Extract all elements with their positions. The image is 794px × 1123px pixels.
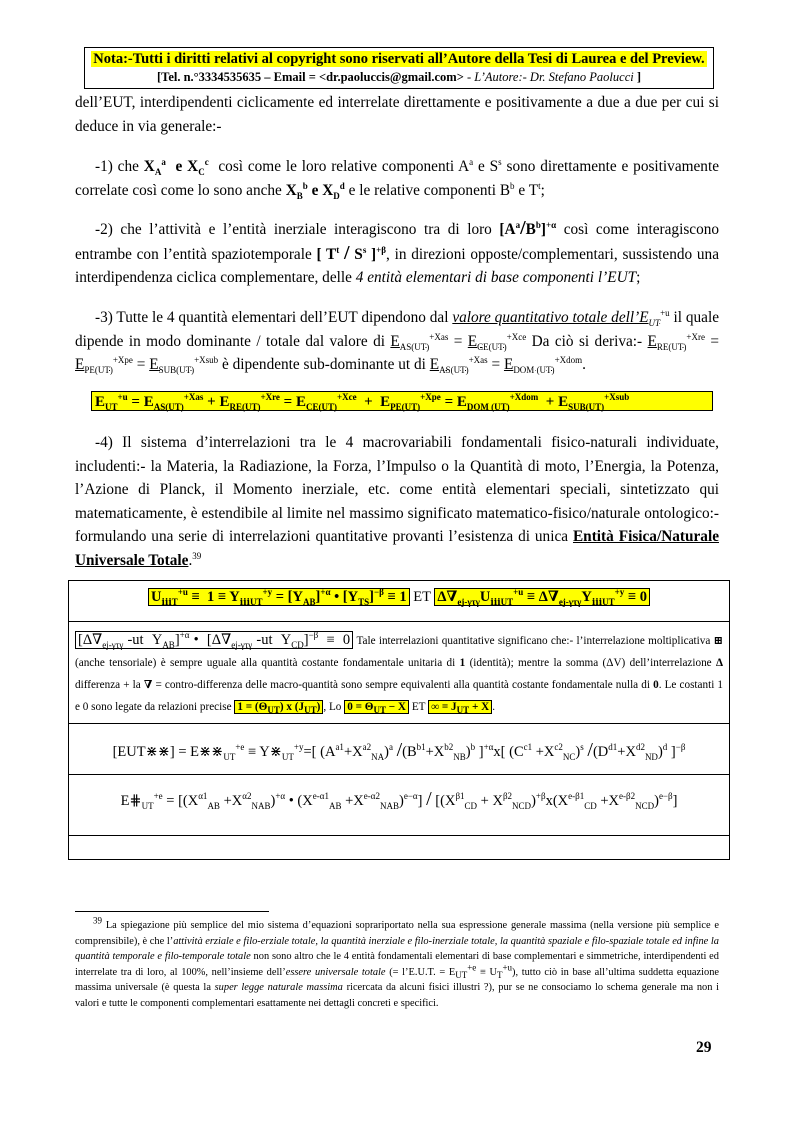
equation-table xyxy=(68,580,730,860)
item-4: -4) Il sistema d’interrelazioni tra le 4 macrovariabili fondamentali fisico-naturali individuate, includenti:- la Materia, la Radiazione, la Forza, l’Impulso o la Quantità di moto, l’Energia, la Potenza, l’Azione di Planck, il Momento inerziale, etc. come entità elementari speciali, sintetizzato qui matematicamente, è estendibile al limite nel massimo significato matematico-fisico/naturale ontologico:- formulando una serie di interrelazioni quantitative provanti l’esistenza di unica Entità Fisica/Naturale Universale Totale.$^{39}$ xyxy=(75,434,719,569)
copyright-header xyxy=(84,47,714,89)
item-3: -3) Tutte le 4 quantità elementari dell’EUT dipendono dal valore quantitativo totale $dell’E_{UT}^{+u}$ il quale dipende in modo dominante / totale dal valore di $E_{AS(UT)}^{+Xas} = E_{CE(UT)}^{+Xce}$ Da ciò si deriva:- $E_{RE(UT)}^{+Xre} = E_{PE(UT)}^{+Xpe} = E_{SUB(UT)}^{+Xsub}$ è dipendente sub-dominante ut di $E_{AS(UT)}^{+Xas} = E_{DOM (UT)}^{+Xdom}$. xyxy=(75,307,719,376)
item-1: -1) che $X_A^a$ e $X_C^c$ così come le loro relative componenti $A^a$ e $S^s$ sono direttamente e positivamente correlate così come lo sono anche $X_B^b$ e $X_D^d$ e le relative componenti $B^b$ e $T^t$; xyxy=(75,156,719,201)
footnote: $^{39}$ La spiegazione più semplice del mio sistema d’equazioni soprariportato nella sua espressione generale massima (nella versione più semplice e comprensibile), è che l’attività erziale e filo-erziale totale, la quantità inerziale e filo-inerziale totale, la quantità spaziale e filo-spaziale totale ed infine la quantità temporale e filo-temporale totale non sono altro che le 4 entità fondamentali elementari di base complementari e simmetriche, interdipendenti ed interrelate tra di loro, al 100%, nell’insieme dell’essere universale totale (= l’E.U.T. = $E_{UT}^{+e} \equiv U_T^{+u}$), tutto ciò in base all’ultima suddetta equazione massima universale (è questa la super legge naturale massima ricercata da alcuni fisici illustri ?), pur se ne consociamo lo schema generale ma non i valori e tutte le componenti complementari esattamente nei dettagli concreti e specifici. xyxy=(75,915,720,1009)
item-2: -2) che l’attività e l’entità inerziale interagiscono tra di loro $[A^a/B^b]^{+\alpha}$ così come interagiscono entrambe con l’entità spaziotemporale [ $T^t / S^s$ ]$^{+\beta}$, in direzioni opposte/complementari, sussistendo una interdipendenza ciclica complementare, delle 4 entità elementari di base componenti l’EUT; xyxy=(75,217,720,286)
page-number: 29 xyxy=(696,1039,712,1056)
equation-row-1: $U_{ⅲT}^{+u} \equiv 1 \equiv Y_{ⅲUT}^{+y} = [Y_{AB}]^{+\alpha}$ • $[Y_{TS}]^{-\beta} \equiv 1$ ET $\Delta\nabla_{ej-\gamma\tau\gamma}U_{ⅲUT}^{+u} \equiv \Delta\nabla_{ej-\gamma\tau\gamma}Y_{ⅲUT}^{+y} \equiv 0$ xyxy=(69,581,729,622)
equation-description: [$\Delta\nabla_{ej-\gamma\tau\gamma}$ -ut $Y_{AB}]^{+\alpha}$ • [$\Delta\nabla_{ej-\gamma\tau\gamma}$ -ut $Y_{CD}]^{-\beta} \equiv 0$ Tale interrelazioni quantitative significano che:- l’interrelazione moltiplicativa ⊞ (anche tensoriale) è sempre uguale alla quantità costante fondamentale unitaria di 1 (identità); mentre la somma (ΔV) dell’interrelazione Δ differenza + la ∇ = contro-differenza delle macro-quantità sono sempre equivalenti alla quantità costante fondamentale nulla di 0. Le costanti 1 e 0 sono legate da relazioni precise $1 = (\Theta_{UT})$ x $(J_{UT})$ , Lo $0 = \Theta_{UT} - X$ ET ∞ = $J_{UT} + X$ . xyxy=(75,630,724,716)
copyright-notice: Nota:-Tutti i diritti relativi al copyright sono riservati all’Autore della Tesi di Laurea e del Preview. xyxy=(93,51,705,67)
paragraph-intro: dell’EUT, interdipendenti ciclicamente ed interrelate direttamente e positivamente a due a due per cui si deduce in via generale:- xyxy=(75,94,719,135)
footnote-divider xyxy=(75,911,269,912)
contact-line: [Tel. n.°3334535635 – Email = <dr.paoluccis@gmail.com> - L’Autore:- Dr. Stefano Paolucci ] xyxy=(156,70,642,84)
equation-row-4: $E⋕_{UT}^{+e} = [(X^{\alpha 1}_{AB} +X^{\alpha 2}_{NAB})^{+\alpha}$ • $(X^{e-\alpha 1}_{AB} +X^{e-\alpha 2}_{NAB})^{e-\alpha}] / [(X^{\beta 1}_{CD} + X^{\beta 2}_{NCD})^{+\beta}x(X^{e-\beta 1}_{CD} +X^{e-\beta 2}_{NCD})^{e-\beta}]$ xyxy=(120,788,678,811)
highlighted-equation: $E_{UT}^{+u} = E_{AS(UT)}^{+Xas} + E_{RE(UT)}^{+Xre} = E_{CE(UT)}^{+Xce} + E_{PE(UT)}^{+Xpe} = E_{DOM (UT)}^{+Xdom} + E_{SUB(UT)}^{+Xsub}$ xyxy=(91,391,713,411)
equation-row-3: [EUT⋇⋇] = $E⋇⋇_{UT}^{+e}$ ≡ $Y⋇_{UT}^{+y}=$[ $(A^{a1}+X^{a2}_{NA})^a$ $/(B^{b1}+X^{b2}_{NB})^b$ ]$^{+\alpha}$x[ $(C^{c1} +X^{c2}_{NC})^s$ $/(D^{d1}+X^{d2}_{ND})^d$ ]$^{-\beta}$ xyxy=(112,739,686,762)
